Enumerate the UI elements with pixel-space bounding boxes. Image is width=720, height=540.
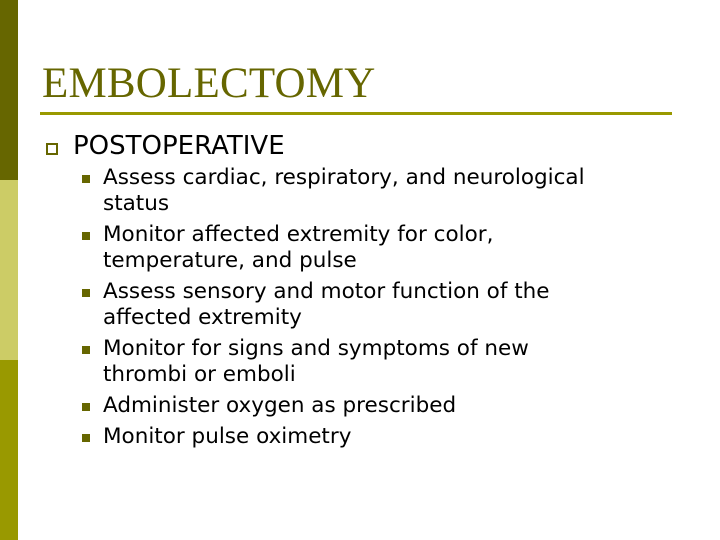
list-item-text-line1: Administer oxygen as prescribed (103, 393, 457, 418)
list-item-text-line2: temperature, and pulse (103, 248, 357, 273)
section-heading: POSTOPERATIVE (73, 131, 285, 161)
list-item (80, 279, 680, 331)
list-item-text-line2: thrombi or emboli (103, 362, 296, 387)
slide-title: EMBOLECTOMY (42, 60, 376, 107)
list-item (80, 336, 680, 388)
list-item-text-line1: Monitor affected extremity for color, (103, 222, 494, 247)
filled-square-bullet-icon (82, 403, 90, 411)
list-item (80, 222, 680, 274)
side-bar-segment-middle (0, 180, 18, 360)
filled-square-bullet-icon (82, 175, 90, 183)
side-bar-segment-bottom (0, 360, 18, 540)
filled-square-bullet-icon (82, 434, 90, 442)
filled-square-bullet-icon (82, 289, 90, 297)
list-item-text-line1: Assess sensory and motor function of the (103, 279, 550, 304)
hollow-square-bullet-icon (46, 143, 58, 155)
side-bar-segment-top (0, 0, 18, 180)
list-item-text-line1: Monitor pulse oximetry (103, 424, 352, 449)
list-item (80, 393, 680, 419)
filled-square-bullet-icon (82, 346, 90, 354)
side-decoration-bar (0, 0, 18, 540)
filled-square-bullet-icon (82, 232, 90, 240)
list-item (80, 424, 680, 450)
title-underline-rule (40, 112, 672, 115)
list-item-text-line1: Assess cardiac, respiratory, and neurological (103, 165, 585, 190)
list-item-text-line2: status (103, 191, 170, 216)
list-item (80, 165, 680, 217)
bullet-list (80, 165, 680, 450)
list-item-text-line2: affected extremity (103, 305, 302, 330)
list-item-text-line1: Monitor for signs and symptoms of new (103, 336, 529, 361)
